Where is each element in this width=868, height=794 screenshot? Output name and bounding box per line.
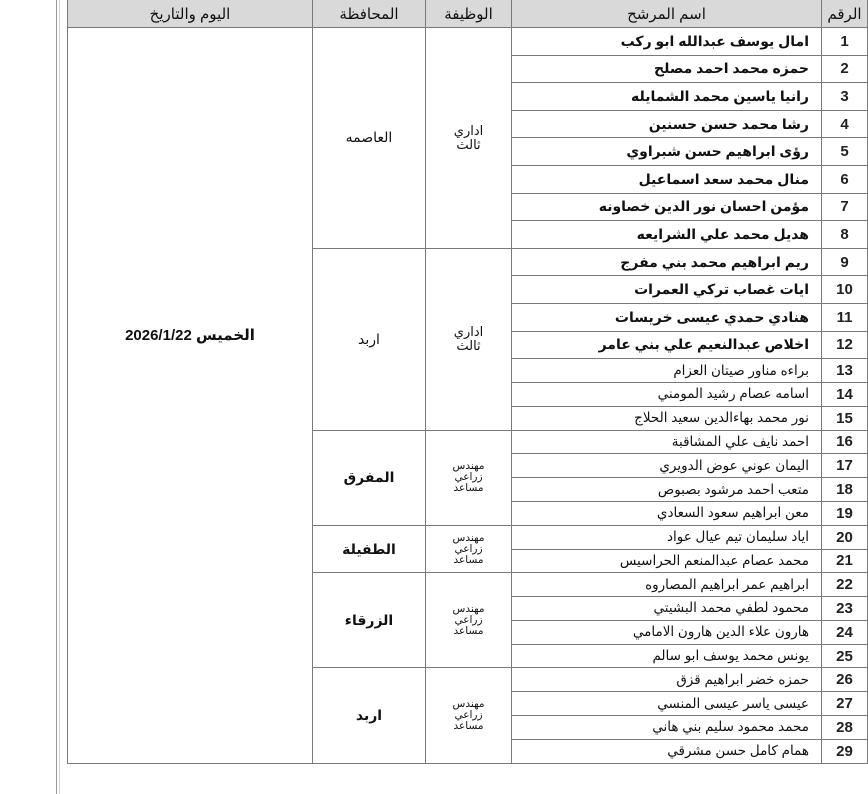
candidate-number: 21 (822, 549, 868, 573)
candidate-name: اخلاص عبدالنعيم علي بني عامر (512, 331, 822, 359)
job-title-cell: مهندس زراعي مساعد (426, 430, 512, 525)
page-edge-inner (59, 0, 60, 794)
candidate-name: منال محمد سعد اسماعيل (512, 165, 822, 193)
candidate-number: 9 (822, 248, 868, 276)
table-row (68, 28, 868, 56)
candidate-number: 7 (822, 193, 868, 221)
candidate-number: 26 (822, 668, 868, 692)
job-title-cell: مهندس زراعي مساعد (426, 573, 512, 668)
candidate-number: 23 (822, 597, 868, 621)
header-date: اليوم والتاريخ (68, 0, 313, 28)
candidate-name: ابراهيم عمر ابراهيم المصاروه (512, 573, 822, 597)
candidate-name: عيسى ياسر عيسى المنسي (512, 692, 822, 716)
candidate-number: 13 (822, 359, 868, 383)
candidate-number: 8 (822, 221, 868, 249)
candidate-name: ايات غصاب تركي العمرات (512, 276, 822, 304)
candidate-number: 15 (822, 406, 868, 430)
candidate-number: 19 (822, 501, 868, 525)
governorate-cell: المفرق (313, 430, 426, 525)
job-title-cell: مهندس زراعي مساعد (426, 525, 512, 573)
job-title-cell: مهندس زراعي مساعد (426, 668, 512, 763)
candidates-table (67, 0, 868, 764)
candidate-number: 14 (822, 382, 868, 406)
job-title-cell: اداري ثالث (426, 28, 512, 249)
candidate-number: 3 (822, 83, 868, 111)
candidate-name: براءه مناور صيتان العزام (512, 359, 822, 383)
candidate-number: 17 (822, 454, 868, 478)
governorate-cell: العاصمه (313, 28, 426, 249)
candidate-name: معن ابراهيم سعود السعادي (512, 501, 822, 525)
governorate-cell: الطفيلة (313, 525, 426, 573)
candidate-number: 18 (822, 478, 868, 502)
header-number: الرقم (822, 0, 868, 28)
candidate-name: محمد عصام عبدالمنعم الحراسيس (512, 549, 822, 573)
candidate-number: 22 (822, 573, 868, 597)
candidate-name: محمد محمود سليم بني هاني (512, 716, 822, 740)
candidate-name: امال يوسف عبدالله ابو ركب (512, 28, 822, 56)
candidate-number: 16 (822, 430, 868, 454)
candidate-number: 20 (822, 525, 868, 549)
candidate-name: اليمان عوني عوض الدويري (512, 454, 822, 478)
candidate-name: محمود لطفي محمد البشيتي (512, 597, 822, 621)
candidate-number: 5 (822, 138, 868, 166)
candidate-name: اسامه عصام رشيد المومني (512, 382, 822, 406)
governorate-cell: اربد (313, 248, 426, 430)
candidate-number: 25 (822, 644, 868, 668)
candidate-name: رشا محمد حسن حسنين (512, 110, 822, 138)
header-governorate: المحافظة (313, 0, 426, 28)
candidate-name: هارون علاء الدين هارون الامامي (512, 620, 822, 644)
candidate-number: 12 (822, 331, 868, 359)
header-name: اسم المرشح (512, 0, 822, 28)
table-body (68, 28, 868, 764)
job-title-cell: اداري ثالث (426, 248, 512, 430)
candidate-number: 28 (822, 716, 868, 740)
candidate-name: متعب احمد مرشود بصبوص (512, 478, 822, 502)
candidate-name: اياد سليمان تيم عيال عواد (512, 525, 822, 549)
candidate-name: يونس محمد يوسف ابو سالم (512, 644, 822, 668)
candidate-number: 11 (822, 303, 868, 331)
candidate-name: هنادي حمدي عيسى خريسات (512, 303, 822, 331)
header-row (68, 0, 868, 28)
candidate-name: حمزه محمد احمد مصلح (512, 55, 822, 83)
header-job: الوظيفة (426, 0, 512, 28)
candidate-number: 29 (822, 739, 868, 763)
candidate-number: 27 (822, 692, 868, 716)
candidate-name: مؤمن احسان نور الدين خصاونه (512, 193, 822, 221)
candidate-number: 4 (822, 110, 868, 138)
candidate-name: احمد نايف علي المشاقبة (512, 430, 822, 454)
governorate-cell: اربد (313, 668, 426, 763)
candidate-number: 1 (822, 28, 868, 56)
candidate-number: 10 (822, 276, 868, 304)
candidate-name: نور محمد بهاءالدين سعيد الحلاج (512, 406, 822, 430)
candidate-number: 2 (822, 55, 868, 83)
candidate-name: رؤى ابراهيم حسن شبراوي (512, 138, 822, 166)
governorate-cell: الزرقاء (313, 573, 426, 668)
candidate-name: همام كامل حسن مشرقي (512, 739, 822, 763)
candidate-number: 24 (822, 620, 868, 644)
candidate-name: هديل محمد علي الشرايعه (512, 221, 822, 249)
candidate-name: رانيا ياسين محمد الشمايله (512, 83, 822, 111)
candidate-name: ريم ابراهيم محمد بني مفرج (512, 248, 822, 276)
candidate-name: حمزه خضر ابراهيم قزق (512, 668, 822, 692)
candidate-number: 6 (822, 165, 868, 193)
date-cell: الخميس 2026/1/22 (68, 28, 313, 764)
page-edge (56, 0, 57, 794)
